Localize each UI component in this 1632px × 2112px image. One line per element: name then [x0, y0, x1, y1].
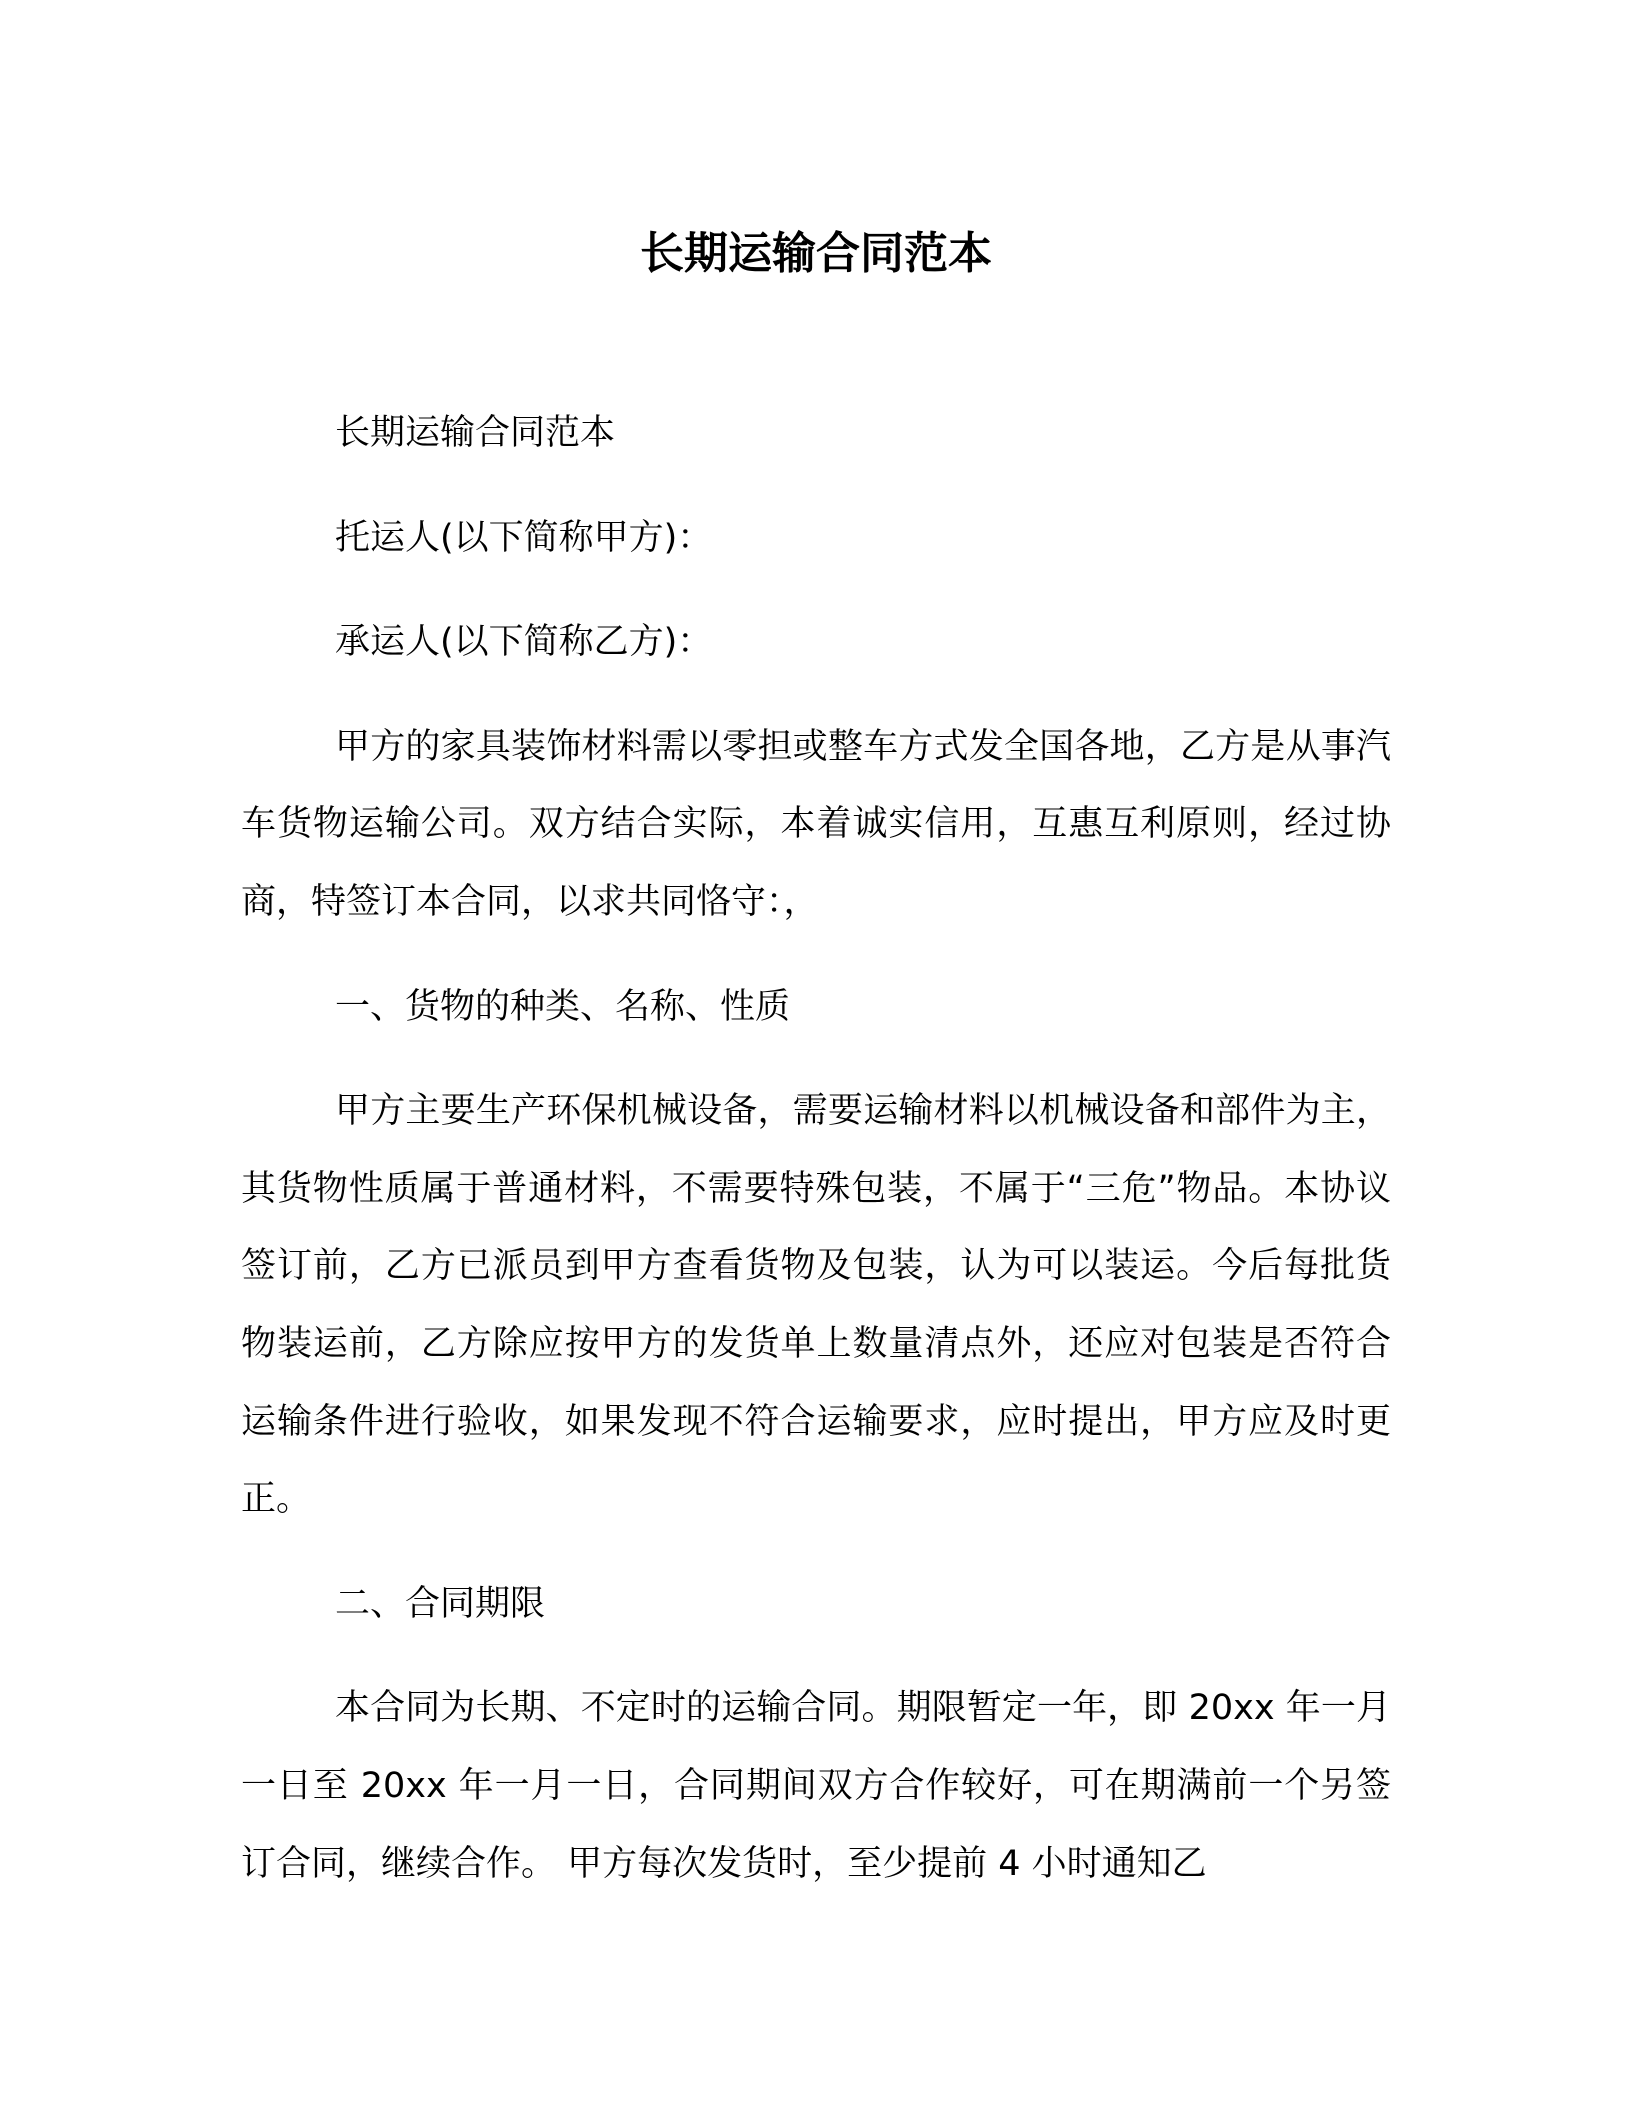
section-1-paragraph: 甲方主要生产环保机械设备，需要运输材料以机械设备和部件为主，其货物性质属于普通材料，不需要特殊包装，不属于“三危”物品。本协议签订前，乙方已派员到甲方查看货物及包装，认为可以装运。今后每批货物装运前，乙方除应按甲方的发货单上数量清点外，还应对包装是否符合运输条件进行验收，如果发现不符合运输要求，应时提出，甲方应及时更正。	[241, 1091, 1391, 1520]
section-heading-2: 二、合同期限	[335, 1583, 546, 1624]
section-2-paragraph: 本合同为长期、不定时的运输合同。期限暂定一年，即 20xx 年一月一日至 20xx 年一月一日，合同期间双方合作较好，可在期满前一个另签订合同，继续合作。 甲方每次发货时，至少提前 4 小时通知乙	[241, 1688, 1391, 1884]
section-heading-1: 一、货物的种类、名称、性质	[335, 986, 791, 1027]
shipper-line: 托运人(以下简称甲方)：	[335, 517, 713, 558]
document-title: 长期运输合同范本	[640, 228, 992, 279]
subtitle-paragraph: 长期运输合同范本	[335, 413, 616, 453]
document-body	[241, 395, 1391, 1903]
intro-paragraph: 甲方的家具装饰材料需以零担或整车方式发全国各地，乙方是从事汽车货物运输公司。双方结合实际，本着诚实信用，互惠互利原则，经过协商，特签订本合同，以求共同恪守：，	[241, 726, 1391, 922]
carrier-line: 承运人(以下简称乙方)：	[335, 622, 713, 663]
